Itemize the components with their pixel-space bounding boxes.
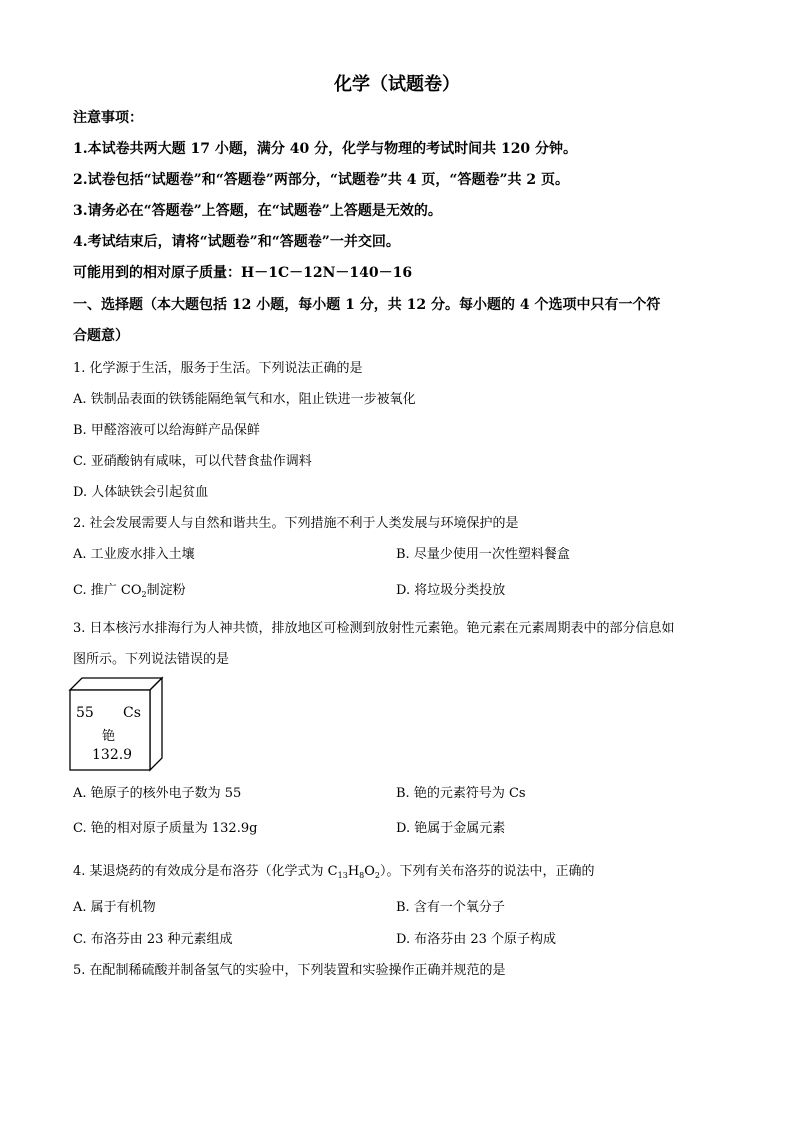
notice-item-4: 4.考试结束后，请将“试题卷”和“答题卷”一并交回。 <box>73 234 400 250</box>
q4-option-c: C. 布洛芬由 23 种元素组成 <box>73 932 233 947</box>
q4-option-b: B. 含有一个氧分子 <box>396 900 505 915</box>
page-title: 化学（试题卷） <box>334 74 460 95</box>
notice-heading: 注意事项： <box>73 110 143 126</box>
q3-option-c: C. 铯的相对原子质量为 132.9g <box>73 821 258 836</box>
q2-option-b: B. 尽量少使用一次性塑料餐盒 <box>396 547 570 562</box>
q1-option-b: B. 甲醛溶液可以给海鲜产品保鲜 <box>73 423 260 438</box>
q1-option-a: A. 铁制品表面的铁锈能隔绝氧气和水，阻止铁进一步被氧化 <box>73 392 416 407</box>
q3-option-a: A. 铯原子的核外电子数为 55 <box>73 786 242 801</box>
section1-heading: 一、选择题（本大题包括 12 小题，每小题 1 分，共 12 分。每小题的 4 个选项中只有一个符 <box>73 297 661 313</box>
q1-option-d: D. 人体缺铁会引起贫血 <box>73 485 209 500</box>
element-name: 铯 <box>102 729 116 744</box>
q2-option-a: A. 工业废水排入土壤 <box>73 547 195 562</box>
q2-option-d: D. 将垃圾分类投放 <box>396 583 506 598</box>
q4-stem: 4. 某退烧药的有效成分是布洛芬（化学式为 $C_{13}H_8O_2$）。下列有关布洛芬的说法中，正确的 <box>73 864 595 880</box>
q4-option-a: A. 属于有机物 <box>73 900 156 915</box>
notice-item-2: 2.试卷包括“试题卷”和“答题卷”两部分，“试题卷”共 4 页，“答题卷”共 2 页。 <box>73 172 570 188</box>
atomic-masses: 可能用到的相对原子质量：H－1C－12N－140－16 <box>73 265 413 281</box>
element-atomic-number: 55 <box>76 705 94 721</box>
q3-option-b: B. 铯的元素符号为 Cs <box>396 786 526 801</box>
q2-stem: 2. 社会发展需要人与自然和谐共生。下列措施不利于人类发展与环境保护的是 <box>73 516 519 531</box>
notice-item-3: 3.请务必在“答题卷”上答题，在“试题卷”上答题是无效的。 <box>73 203 442 219</box>
q3-option-d: D. 铯属于金属元素 <box>396 821 506 836</box>
q1-stem: 1. 化学源于生活，服务于生活。下列说法正确的是 <box>73 361 363 376</box>
element-mass: 132.9 <box>92 747 133 763</box>
q4-option-d: D. 布洛芬由 23 个原子构成 <box>396 932 557 947</box>
q3-stem-cont: 图所示。下列说法错误的是 <box>73 652 230 667</box>
q2-option-c: C. 推广 $CO_2$制淀粉 <box>73 583 186 599</box>
section1-heading-cont: 合题意） <box>73 328 129 344</box>
q3-stem: 3. 日本核污水排海行为人神共愤，排放地区可检测到放射性元素铯。铯元素在元素周期表中的部分信息如 <box>73 621 675 636</box>
element-symbol: Cs <box>123 705 141 721</box>
q1-option-c: C. 亚硝酸钠有咸味，可以代替食盐作调料 <box>73 454 312 469</box>
notice-item-1: 1.本试卷共两大题 17 小题，满分 40 分，化学与物理的考试时间共 120 分钟。 <box>73 141 578 157</box>
q5-stem: 5. 在配制稀硫酸并制备氢气的实验中，下列装置和实验操作正确并规范的是 <box>73 963 506 978</box>
